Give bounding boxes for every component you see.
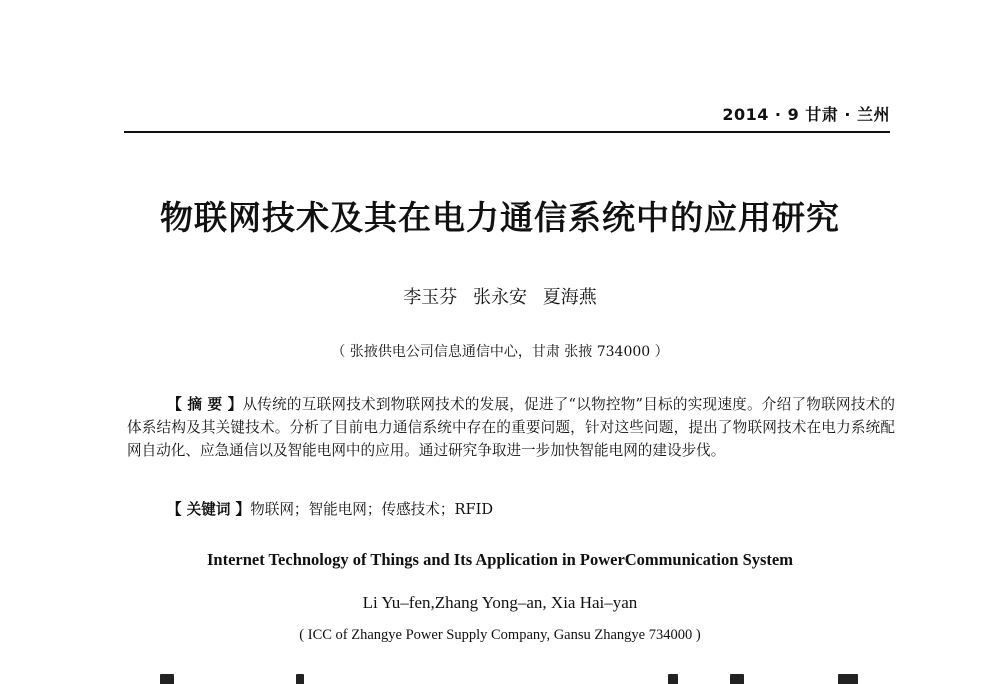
running-head: 2014 · 9 甘肃 · 兰州	[722, 105, 890, 124]
text-fragment	[160, 674, 174, 684]
abstract-text: 从传统的互联网技术到物联网技术的发展，促进了“以物控物”目标的实现速度。介绍了物联网技术的体系结构及其关键技术。分析了目前电力通信系统中存在的重要问题，针对这些问题，提出了物联网技术在电力系统配网自动化、应急通信以及智能电网中的应用。通过研究争取进一步加快智能电网的建设步伐。	[127, 396, 895, 459]
page-header	[124, 98, 890, 134]
keywords-text: 物联网；智能电网；传感技术；RFID	[250, 501, 494, 518]
authors: 李玉芬 张永安 夏海燕	[403, 287, 597, 308]
english-authors: Li Yu–fen,Zhang Yong–an, Xia Hai–yan	[362, 593, 638, 612]
abstract	[127, 393, 895, 462]
cropped-next-line	[0, 672, 1000, 684]
header-rule	[124, 131, 890, 133]
keywords-label: 【 关键词 】	[167, 501, 251, 518]
affiliation: （ 张掖供电公司信息通信中心，甘肃 张掖 734000 ）	[331, 344, 669, 360]
abstract-label: 【 摘 要 】	[167, 396, 243, 413]
paper-title: 物联网技术及其在电力通信系统中的应用研究	[160, 198, 840, 237]
english-title: Internet Technology of Things and Its Application in PowerCommunication System	[207, 550, 793, 569]
text-fragment	[668, 674, 678, 684]
english-affiliation: ( ICC of Zhangye Power Supply Company, Gansu Zhangye 734000 )	[299, 627, 701, 643]
text-fragment	[838, 674, 858, 684]
text-fragment	[296, 674, 304, 684]
keywords	[167, 498, 493, 519]
text-fragment	[730, 674, 744, 684]
